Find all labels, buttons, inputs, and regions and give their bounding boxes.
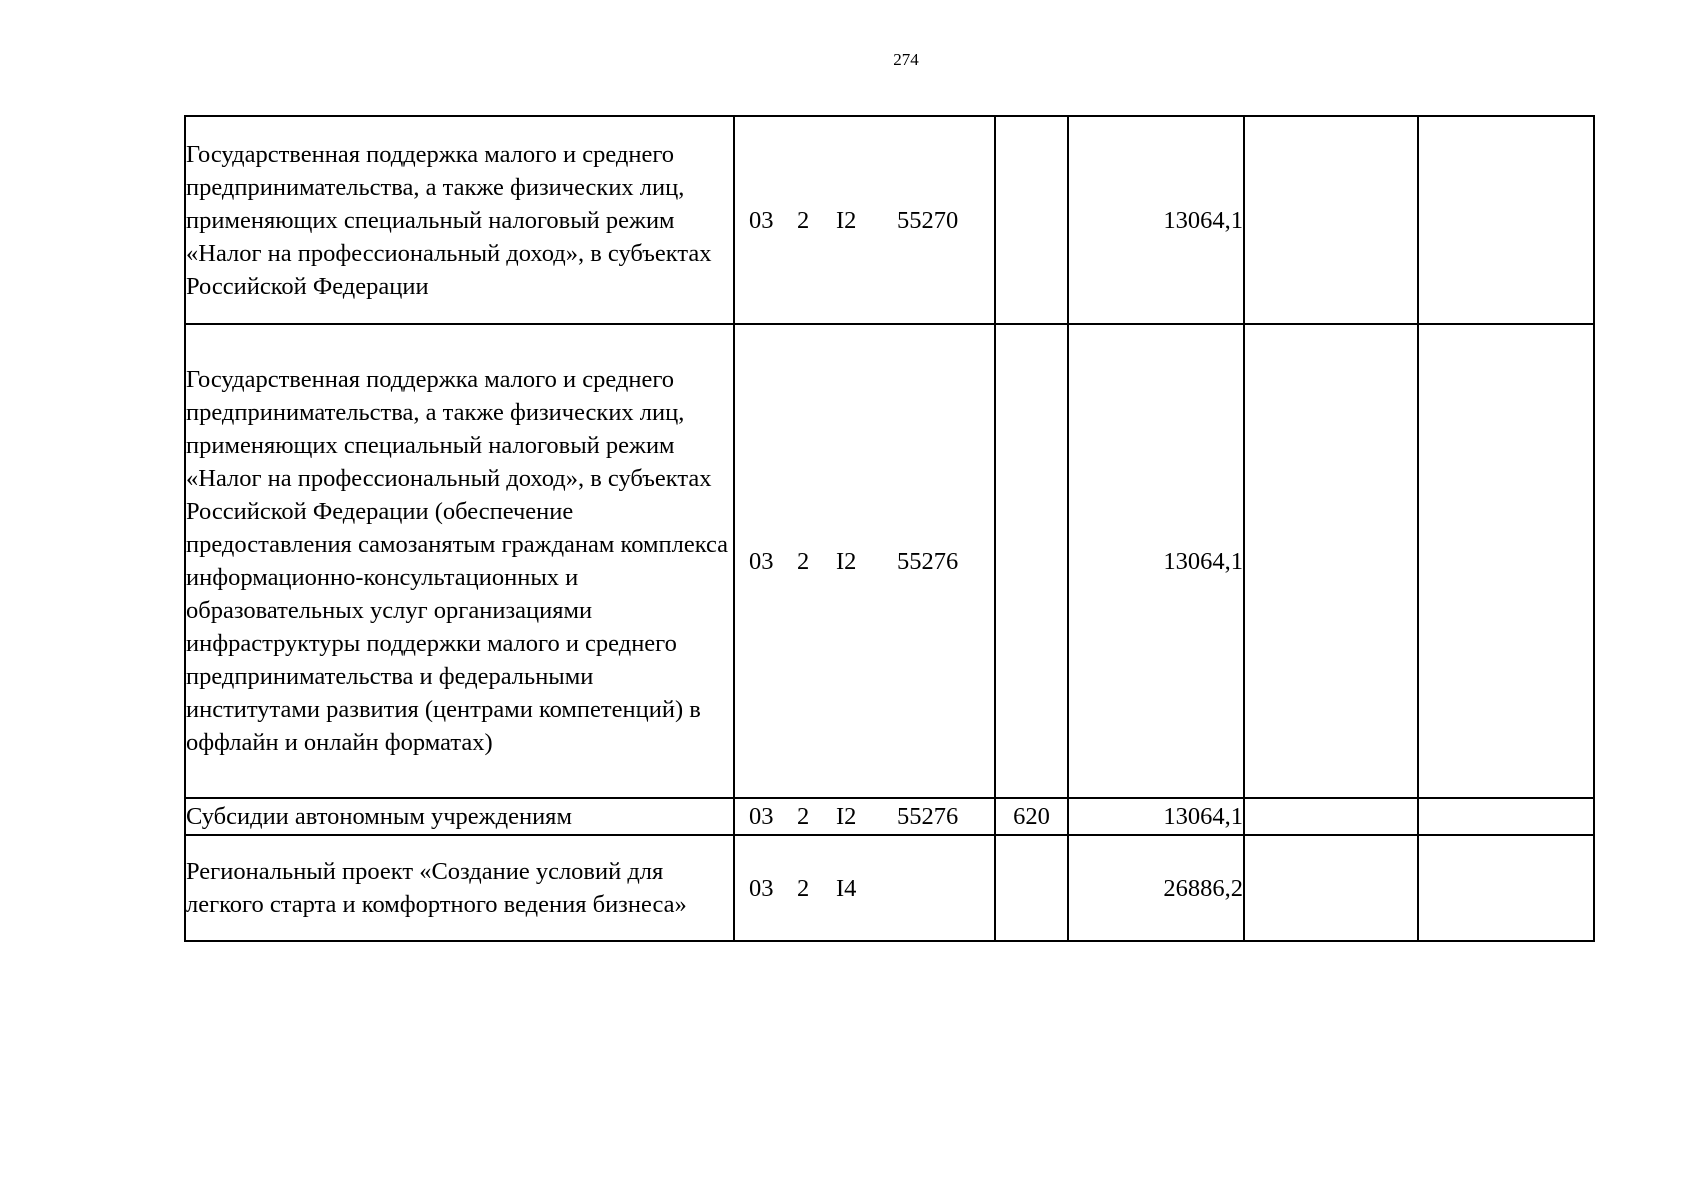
program-code: 2 (797, 206, 810, 234)
expense-type-cell (995, 835, 1068, 941)
section-code: 03 (749, 206, 774, 234)
expense-type-cell: 620 (995, 798, 1068, 835)
direction-code: 55276 (897, 547, 959, 575)
section-code: 03 (749, 547, 774, 575)
project-code: I2 (836, 206, 857, 234)
amount-cell-3 (1418, 324, 1594, 798)
amount-cell: 13064,1 (1068, 116, 1244, 324)
amount-cell-3 (1418, 798, 1594, 835)
section-code: 03 (749, 874, 774, 902)
page-number: 274 (893, 50, 919, 69)
table-row (185, 116, 1594, 324)
direction-code: 55270 (897, 206, 959, 234)
budget-table (184, 115, 1595, 942)
project-code: I2 (836, 547, 857, 575)
amount-cell-2 (1244, 798, 1418, 835)
row-name: Субсидии автономным учреждениям (185, 798, 734, 835)
program-code: 2 (797, 874, 810, 902)
code-cell (734, 116, 995, 324)
section-code: 03 (749, 803, 774, 830)
project-code: I2 (836, 803, 857, 830)
expense-type-cell (995, 324, 1068, 798)
table-row (185, 324, 1594, 798)
row-name: Государственная поддержка малого и среднего предпринимательства, а также физических лиц, применяющих специальный налоговый режим «Налог на профессиональный доход», в субъектах Российской Федерации (обеспечение предоставления самозанятым гражданам комплекса информационно-консультационных и образовательных услуг организациями инфраструктуры поддержки малого и среднего предпринимательства и федеральными институтами развития (центрами компетенций) в оффлайн и онлайн форматах) (185, 324, 734, 798)
amount-cell: 26886,2 (1068, 835, 1244, 941)
direction-code: 55276 (897, 803, 959, 830)
project-code: I4 (836, 874, 857, 902)
amount-cell-2 (1244, 324, 1418, 798)
table-row (185, 835, 1594, 941)
amount-cell: 13064,1 (1068, 324, 1244, 798)
program-code: 2 (797, 547, 810, 575)
row-name: Государственная поддержка малого и среднего предпринимательства, а также физических лиц, применяющих специальный налоговый режим «Налог на профессиональный доход», в субъектах Российской Федерации (185, 116, 734, 324)
program-code: 2 (797, 803, 810, 830)
code-cell (734, 835, 995, 941)
expense-type-cell (995, 116, 1068, 324)
table-row (185, 798, 1594, 835)
amount-cell-2 (1244, 116, 1418, 324)
amount-cell-3 (1418, 835, 1594, 941)
row-name: Региональный проект «Создание условий для легкого старта и комфортного ведения бизнеса» (185, 835, 734, 941)
amount-cell-3 (1418, 116, 1594, 324)
amount-cell: 13064,1 (1068, 798, 1244, 835)
code-cell (734, 798, 995, 835)
amount-cell-2 (1244, 835, 1418, 941)
code-cell (734, 324, 995, 798)
